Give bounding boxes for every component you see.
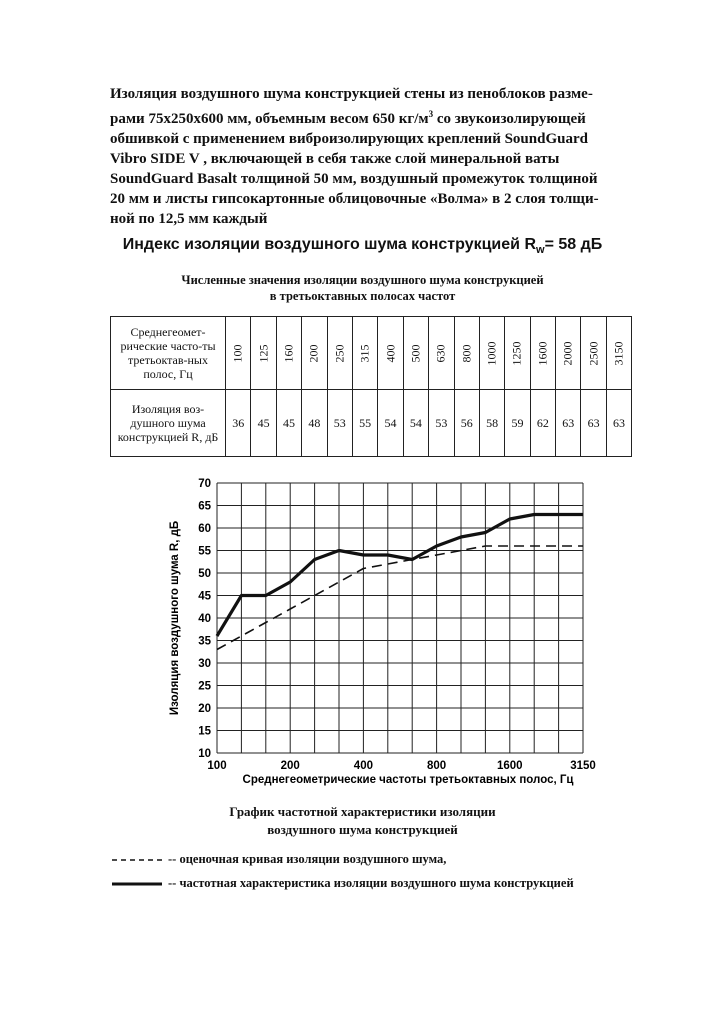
y-tick-label: 15 — [198, 725, 211, 738]
frequency-value: 160 — [281, 344, 296, 362]
insulation-value-cell: 56 — [454, 390, 479, 457]
legend-label-dashed: -- оценочная кривая изоляции воздушного шума, — [168, 852, 447, 866]
insulation-value-cell: 45 — [251, 390, 276, 457]
estimated-curve-line — [217, 546, 583, 650]
y-axis-label: Изоляция воздушного шума R, дБ — [169, 520, 181, 716]
intro-line: SoundGuard Basalt толщиной 50 мм, воздушный промежуток толщиной — [110, 171, 598, 187]
frequency-cell — [479, 317, 504, 390]
table-caption — [0, 272, 725, 304]
chart-series — [217, 515, 583, 650]
rw-subscript: w — [536, 244, 545, 257]
y-tick-label: 40 — [198, 613, 211, 625]
intro-line: ной по 12,5 мм каждый — [110, 211, 268, 227]
x-tick-label: 800 — [427, 760, 447, 772]
x-tick-label: 100 — [207, 760, 227, 772]
frequency-cell — [352, 317, 377, 390]
rw-title-text: Индекс изоляции воздушного шума конструкцией R — [122, 236, 536, 253]
graph-caption — [0, 803, 725, 839]
frequency-value: 125 — [256, 344, 271, 362]
intro-line: Vibro SIDE V , включающей в себя также слой минеральной ваты — [110, 151, 560, 167]
y-tick-label: 55 — [198, 545, 211, 558]
graph-caption-line: воздушного шума конструкцией — [267, 822, 458, 837]
insulation-value-cell: 36 — [226, 390, 251, 457]
frequency-cell — [302, 317, 327, 390]
insulation-value-cell: 53 — [429, 390, 454, 457]
frequency-value: 3150 — [611, 341, 626, 365]
x-tick-label: 1600 — [497, 760, 523, 772]
y-tick-label: 25 — [198, 680, 211, 693]
y-tick-label: 20 — [198, 703, 211, 715]
intro-line: обшивкой с применением виброизолирующих креплений SoundGuard — [110, 131, 588, 147]
insulation-value-cell: 54 — [403, 390, 428, 457]
y-tick-label: 30 — [198, 658, 211, 670]
y-tick-label: 35 — [198, 635, 211, 648]
y-tick-label: 70 — [198, 478, 211, 490]
frequency-cell — [327, 317, 352, 390]
insulation-value-cell: 58 — [479, 390, 504, 457]
frequency-cell — [556, 317, 581, 390]
rw-title-value: = 58 дБ — [544, 236, 603, 253]
frequency-value: 2000 — [560, 341, 575, 365]
frequency-cell — [505, 317, 530, 390]
intro-paragraph — [110, 84, 655, 229]
frequency-value: 250 — [332, 344, 347, 362]
frequency-cell — [429, 317, 454, 390]
frequency-value: 315 — [357, 344, 372, 362]
table-caption-line: в третьоктавных полосах частот — [269, 289, 456, 303]
frequency-value: 630 — [433, 344, 448, 362]
frequency-cell — [276, 317, 301, 390]
row-header-frequency: Среднегеомет-рические часто-ты третьоктав-ных полос, Гц — [111, 317, 226, 390]
frequency-value: 800 — [459, 344, 474, 362]
frequency-value: 500 — [408, 344, 423, 362]
y-tick-label: 60 — [198, 523, 211, 535]
insulation-value-cell: 48 — [302, 390, 327, 457]
x-tick-label: 3150 — [570, 760, 596, 772]
intro-line: 20 мм и листы гипсокартонные облицовочные «Волма» в 2 слоя толщи- — [110, 191, 599, 207]
frequency-cell — [530, 317, 555, 390]
insulation-value-cell: 63 — [606, 390, 631, 457]
y-tick-label: 45 — [198, 590, 211, 603]
frequency-value: 100 — [230, 344, 245, 362]
insulation-value-cell: 55 — [352, 390, 377, 457]
frequency-cell — [251, 317, 276, 390]
frequency-cell — [454, 317, 479, 390]
table-caption-line: Численные значения изоляции воздушного шума конструкцией — [181, 273, 544, 287]
rw-index-title — [0, 236, 725, 256]
frequency-cell — [226, 317, 251, 390]
frequency-cell — [606, 317, 631, 390]
y-tick-label: 50 — [198, 568, 211, 580]
frequency-table — [110, 316, 632, 457]
insulation-value-cell: 63 — [556, 390, 581, 457]
solid-line-swatch — [112, 878, 164, 890]
y-tick-label: 10 — [198, 748, 211, 760]
intro-line — [110, 104, 655, 129]
table-row-insulation — [111, 390, 632, 457]
insulation-value-cell: 59 — [505, 390, 530, 457]
superscript: 3 — [428, 109, 434, 119]
frequency-value: 1250 — [509, 341, 524, 365]
insulation-chart — [160, 470, 600, 800]
x-axis-label: Среднегеометрические частоты третьоктавных полос, Гц — [242, 774, 574, 786]
chart-ticks — [198, 478, 596, 772]
frequency-value: 1000 — [484, 341, 499, 365]
frequency-value: 200 — [306, 344, 321, 362]
frequency-cell — [403, 317, 428, 390]
insulation-value-cell: 62 — [530, 390, 555, 457]
frequency-value: 400 — [383, 344, 398, 362]
graph-caption-line: График частотной характеристики изоляции — [229, 804, 496, 819]
frequency-value: 1600 — [535, 341, 550, 365]
insulation-value-cell: 54 — [378, 390, 403, 457]
y-tick-label: 65 — [198, 500, 211, 513]
x-tick-label: 400 — [353, 760, 373, 772]
table-row-frequencies — [111, 317, 632, 390]
legend-label-solid: -- частотная характеристика изоляции воздушного шума конструкцией — [168, 876, 574, 890]
row-header-insulation: Изоляция воз-душного шума конструкцией R, дБ — [111, 390, 226, 457]
intro-line: Изоляция воздушного шума конструкцией стены из пеноблоков разме- — [110, 86, 593, 102]
chart-grid — [217, 483, 583, 753]
intro-line-part: со звукоизолирующей — [433, 111, 586, 127]
frequency-value: 2500 — [586, 341, 601, 365]
insulation-value-cell: 45 — [276, 390, 301, 457]
frequency-cell — [378, 317, 403, 390]
intro-line-part: рами 75х250х600 мм, объемным весом 650 кг/м — [110, 111, 429, 127]
x-tick-label: 200 — [280, 760, 300, 772]
frequency-cell — [581, 317, 606, 390]
dashed-line-swatch — [112, 854, 164, 866]
insulation-value-cell: 53 — [327, 390, 352, 457]
insulation-value-cell: 63 — [581, 390, 606, 457]
